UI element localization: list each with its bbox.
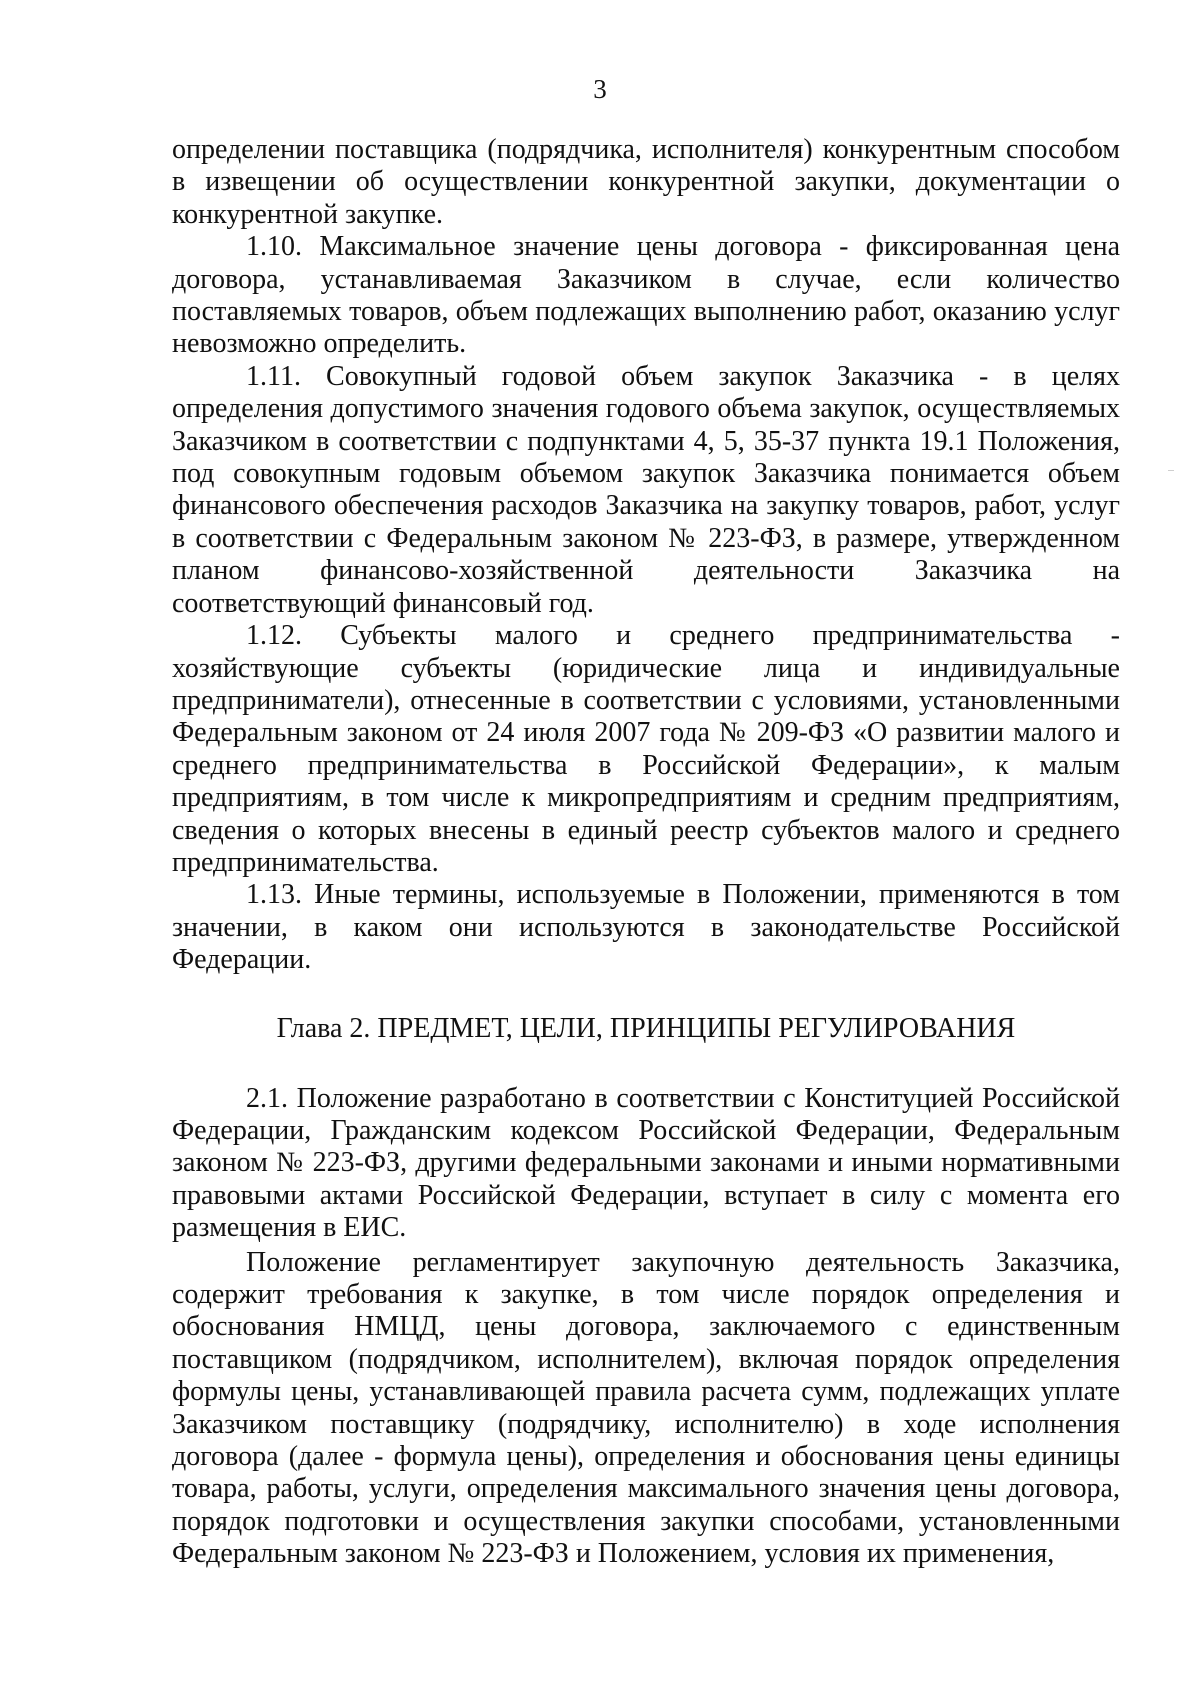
paragraph-1-10: 1.10. Максимальное значение цены договора - фиксированная цена договора, устанавливаемая Заказчиком в случае, если количество поставляемых товаров, объем подлежащих выполнению работ, оказанию услуг невозможно определить.: [172, 231, 1120, 360]
document-body: [172, 134, 1120, 1571]
paragraph-2-1: 2.1. Положение разработано в соответствии с Конституцией Российской Федерации, Гражданским кодексом Российской Федерации, Федеральным законом № 223-ФЗ, другими федеральными законами и иными нормативными правовыми актами Российской Федерации, вступает в силу с момента его размещения в ЕИС.: [172, 1082, 1120, 1244]
chapter-heading: Глава 2. ПРЕДМЕТ, ЦЕЛИ, ПРИНЦИПЫ РЕГУЛИРОВАНИЯ: [276, 1012, 1016, 1044]
paragraph-1-11: 1.11. Совокупный годовой объем закупок Заказчика - в целях определения допустимого значения годового объема закупок, осуществляемых Заказчиком в соответствии с подпунктами 4, 5, 35-37 пункта 19.1 Положения, под совокупным годовым объемом закупок Заказчика понимается объем финансового обеспечения расходов Заказчика на закупку товаров, работ, услуг в соответствии с Федеральным законом № 223-ФЗ, в размере, утвержденном планом финансово-хозяйственной деятельности Заказчика на соответствующий финансовый год.: [172, 360, 1120, 619]
paragraph-1-12: 1.12. Субъекты малого и среднего предпринимательства - хозяйствующие субъекты (юридические лица и индивидуальные предприниматели), отнесенные в соответствии с условиями, установленными Федеральным законом от 24 июля 2007 года № 209-ФЗ «О развитии малого и среднего предпринимательства в Российской Федерации», к малым предприятиям, в том числе к микропредприятиям и средним предприятиям, сведения о которых внесены в единый реестр субъектов малого и среднего предпринимательства.: [172, 620, 1120, 878]
page-number: 3: [593, 74, 607, 104]
paragraph-continuation: определении поставщика (подрядчика, исполнителя) конкурентным способом в извещении об осуществлении конкурентной закупки, документации о конкурентной закупке.: [172, 134, 1120, 230]
scan-mark: [1168, 470, 1174, 471]
paragraph-1-13: 1.13. Иные термины, используемые в Положении, применяются в том значении, в каком они используются в законодательстве Российской Федерации.: [172, 879, 1120, 976]
paragraph-regulation: Положение регламентирует закупочную деятельность Заказчика, содержит требования к закупке, в том числе порядок определения и обоснования НМЦД, цены договора, заключаемого с единственным поставщиком (подрядчиком, исполнителем), включая порядок определения формулы цены, устанавливающей правила расчета сумм, подлежащих уплате Заказчиком поставщику (подрядчику, исполнителю) в ходе исполнения договора (далее - формула цены), определения и обоснования цены единицы товара, работы, услуги, определения максимального значения цены договора, порядок подготовки и осуществления закупки способами, установленными Федеральным законом № 223-ФЗ и Положением, условия их применения,: [172, 1246, 1120, 1570]
